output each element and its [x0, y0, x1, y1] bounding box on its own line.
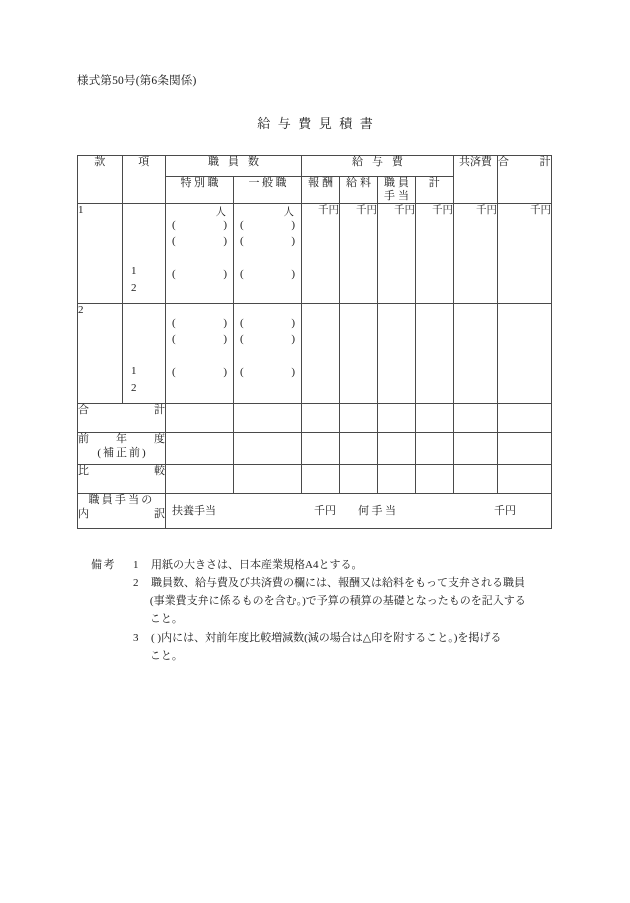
cell-mutual-aid[interactable] — [454, 203, 498, 303]
breakdown-item-dependent-allowance: 扶養手当 — [172, 504, 216, 517]
unit-thousand-yen: 千円 — [356, 204, 377, 216]
paren-left: ( — [240, 267, 244, 280]
paren-right: ) — [223, 365, 227, 378]
cell-salary-reward[interactable] — [302, 464, 340, 493]
paren-left: ( — [172, 332, 176, 345]
header-salary-total: 計 — [416, 177, 454, 204]
paren-left: ( — [240, 365, 244, 378]
unit-thousand-yen: 千円 — [394, 204, 415, 216]
cell-mutual-aid[interactable] — [454, 464, 498, 493]
cell-salary-allowance[interactable] — [378, 403, 416, 432]
paren-left: ( — [240, 234, 244, 247]
paren-entry[interactable] — [166, 332, 233, 348]
cell-salary-total[interactable] — [416, 203, 454, 303]
header-salary-pay: 給料 — [340, 177, 378, 204]
cell-staff-general[interactable] — [234, 303, 302, 403]
cell-grand-total[interactable] — [498, 203, 552, 303]
cell-grand-total[interactable] — [498, 303, 552, 403]
note-item — [77, 574, 567, 628]
summary-row-comparison — [78, 464, 552, 493]
cell-salary-allowance[interactable] — [378, 432, 416, 464]
koumoku-item: 2 — [131, 381, 137, 394]
paren-entry[interactable] — [166, 316, 233, 332]
header-grand-total: 合計 — [498, 156, 552, 204]
summary-label-line2: (補正前) — [97, 446, 148, 459]
salary-estimate-table-wrap — [77, 155, 551, 529]
koumoku-item-list — [131, 263, 137, 297]
paren-entry[interactable] — [234, 267, 301, 283]
paren-entry[interactable] — [234, 332, 301, 348]
cell-grand-total[interactable] — [498, 464, 552, 493]
paren-left: ( — [240, 316, 244, 329]
paren-entry[interactable] — [166, 267, 233, 283]
spacer — [166, 348, 233, 365]
paren-right: ) — [223, 234, 227, 247]
paren-left: ( — [240, 332, 244, 345]
note-number: 1 — [133, 559, 139, 571]
cell-staff-general[interactable] — [234, 203, 302, 303]
header-koumoku: 項 — [123, 156, 166, 204]
breakdown-inner — [166, 494, 551, 528]
spacer — [166, 304, 233, 316]
table-row — [78, 303, 552, 403]
paren-right: ) — [291, 332, 295, 345]
breakdown-label-line1: 職員手当の — [88, 493, 155, 506]
summary-row-total — [78, 403, 552, 432]
cell-grand-total[interactable] — [498, 403, 552, 432]
cell-koumoku[interactable] — [123, 203, 166, 303]
cell-staff-special[interactable] — [166, 464, 234, 493]
paren-left: ( — [172, 234, 176, 247]
spacer — [234, 304, 301, 316]
header-mutual-aid: 共済費 — [454, 156, 498, 204]
form-number: 様式第50号(第6条関係) — [77, 75, 197, 87]
koumoku-item: 2 — [131, 281, 137, 294]
paren-right: ) — [223, 218, 227, 231]
notes-heading: 備考 — [91, 559, 116, 571]
note-line: こと。 — [149, 613, 183, 626]
header-staff-count-group: 職員数 — [166, 156, 302, 177]
unit-thousand-yen: 千円 — [476, 204, 497, 216]
paren-right: ) — [291, 267, 295, 280]
paren-right: ) — [223, 267, 227, 280]
cell-salary-reward[interactable] — [302, 432, 340, 464]
paren-entry[interactable] — [166, 234, 233, 250]
breakdown-row — [78, 493, 552, 528]
summary-label-line1: 前年度 — [78, 432, 165, 445]
cell-salary-reward[interactable] — [302, 303, 340, 403]
unit-person: 人 — [283, 206, 294, 218]
cell-salary-total[interactable] — [416, 432, 454, 464]
cell-salary-pay[interactable] — [340, 203, 378, 303]
koumoku-item: 1 — [131, 264, 137, 277]
note-body — [151, 574, 567, 628]
spacer — [234, 348, 301, 365]
cell-salary-reward[interactable] — [302, 403, 340, 432]
header-kan: 款 — [78, 156, 123, 204]
note-number: 3 — [133, 631, 139, 644]
summary-row-previous-year — [78, 432, 552, 464]
paren-entry[interactable] — [234, 234, 301, 250]
unit-person: 人 — [215, 206, 226, 218]
note-number: 2 — [133, 577, 139, 590]
header-salary-allowance — [378, 177, 416, 204]
cell-salary-pay[interactable] — [340, 464, 378, 493]
table-header-row-1 — [78, 156, 552, 177]
summary-label-total: 合計 — [78, 403, 166, 432]
cell-staff-special[interactable] — [166, 303, 234, 403]
breakdown-body[interactable] — [166, 493, 552, 528]
summary-label-comparison: 比較 — [78, 464, 166, 493]
cell-salary-pay[interactable] — [340, 303, 378, 403]
note-body — [151, 629, 567, 665]
paren-left: ( — [172, 218, 176, 231]
cell-staff-general[interactable] — [234, 464, 302, 493]
cell-salary-allowance[interactable] — [378, 203, 416, 303]
header-salary-reward: 報酬 — [302, 177, 340, 204]
cell-kan[interactable]: 2 — [78, 303, 123, 403]
spacer — [166, 250, 233, 267]
paren-right: ) — [291, 218, 295, 231]
header-staff-general: 一般職 — [234, 177, 302, 204]
koumoku-item: 1 — [131, 364, 137, 377]
cell-kan[interactable]: 1 — [78, 203, 123, 303]
paren-right: ) — [291, 365, 295, 378]
paren-entry[interactable] — [234, 365, 301, 381]
header-salary-allowance-line2: 手当 — [384, 189, 412, 202]
cell-salary-reward[interactable] — [302, 203, 340, 303]
salary-estimate-table — [77, 155, 552, 529]
breakdown-label-line2: 内訳 — [78, 507, 165, 520]
breakdown-item-other-allowance: 何手当 — [358, 504, 399, 517]
note-line: 職員数、給与費及び共済費の欄には、報酬又は給料をもって支弁される職員 — [151, 577, 525, 590]
paren-entry[interactable] — [166, 218, 233, 234]
unit-thousand-yen: 千円 — [318, 204, 339, 216]
table-row — [78, 203, 552, 303]
header-staff-special: 特別職 — [166, 177, 234, 204]
breakdown-label — [78, 493, 166, 528]
cell-koumoku[interactable] — [123, 303, 166, 403]
cell-salary-pay[interactable] — [340, 432, 378, 464]
paren-right: ) — [291, 234, 295, 247]
cell-staff-special[interactable] — [166, 432, 234, 464]
cell-staff-special[interactable] — [166, 403, 234, 432]
paren-right: ) — [291, 316, 295, 329]
paren-left: ( — [172, 316, 176, 329]
header-salary-group: 給与費 — [302, 156, 454, 177]
cell-salary-total[interactable] — [416, 403, 454, 432]
cell-salary-allowance[interactable] — [378, 303, 416, 403]
notes-section — [77, 556, 567, 665]
note-line: ( )内には、対前年度比較増減数(減の場合は△印を附すること。)を掲げる — [151, 631, 502, 644]
paren-left: ( — [172, 267, 176, 280]
spacer — [234, 250, 301, 267]
cell-salary-total[interactable] — [416, 464, 454, 493]
note-body — [151, 556, 567, 574]
cell-staff-special[interactable] — [166, 203, 234, 303]
paren-right: ) — [223, 316, 227, 329]
cell-staff-general[interactable] — [234, 432, 302, 464]
note-line: こと。 — [149, 649, 183, 662]
cell-mutual-aid[interactable] — [454, 403, 498, 432]
paren-right: ) — [223, 332, 227, 345]
unit-thousand-yen: 千円 — [530, 204, 551, 216]
paren-entry[interactable] — [234, 218, 301, 234]
header-salary-allowance-line1: 職員 — [384, 177, 412, 189]
paren-left: ( — [172, 365, 176, 378]
unit-thousand-yen: 千円 — [432, 204, 453, 216]
cell-salary-total[interactable] — [416, 303, 454, 403]
cell-mutual-aid[interactable] — [454, 432, 498, 464]
cell-staff-general[interactable] — [234, 403, 302, 432]
paren-entry[interactable] — [166, 365, 233, 381]
breakdown-item-a-unit: 千円 — [314, 504, 336, 517]
note-line: 用紙の大きさは、日本産業規格A4とする。 — [151, 559, 363, 571]
paren-left: ( — [240, 218, 244, 231]
note-line: (事業費支弁に係るものを含む。)で予算の積算の基礎となったものを記入する — [149, 595, 526, 608]
koumoku-item-list — [131, 363, 137, 397]
document-title: 給与費見積書 — [257, 116, 381, 131]
note-item — [77, 556, 567, 574]
cell-salary-pay[interactable] — [340, 403, 378, 432]
breakdown-item-b-unit: 千円 — [494, 504, 516, 517]
paren-entry[interactable] — [234, 316, 301, 332]
summary-label-previous-year — [78, 432, 166, 464]
cell-salary-allowance[interactable] — [378, 464, 416, 493]
cell-mutual-aid[interactable] — [454, 303, 498, 403]
note-item — [77, 629, 567, 665]
cell-grand-total[interactable] — [498, 432, 552, 464]
